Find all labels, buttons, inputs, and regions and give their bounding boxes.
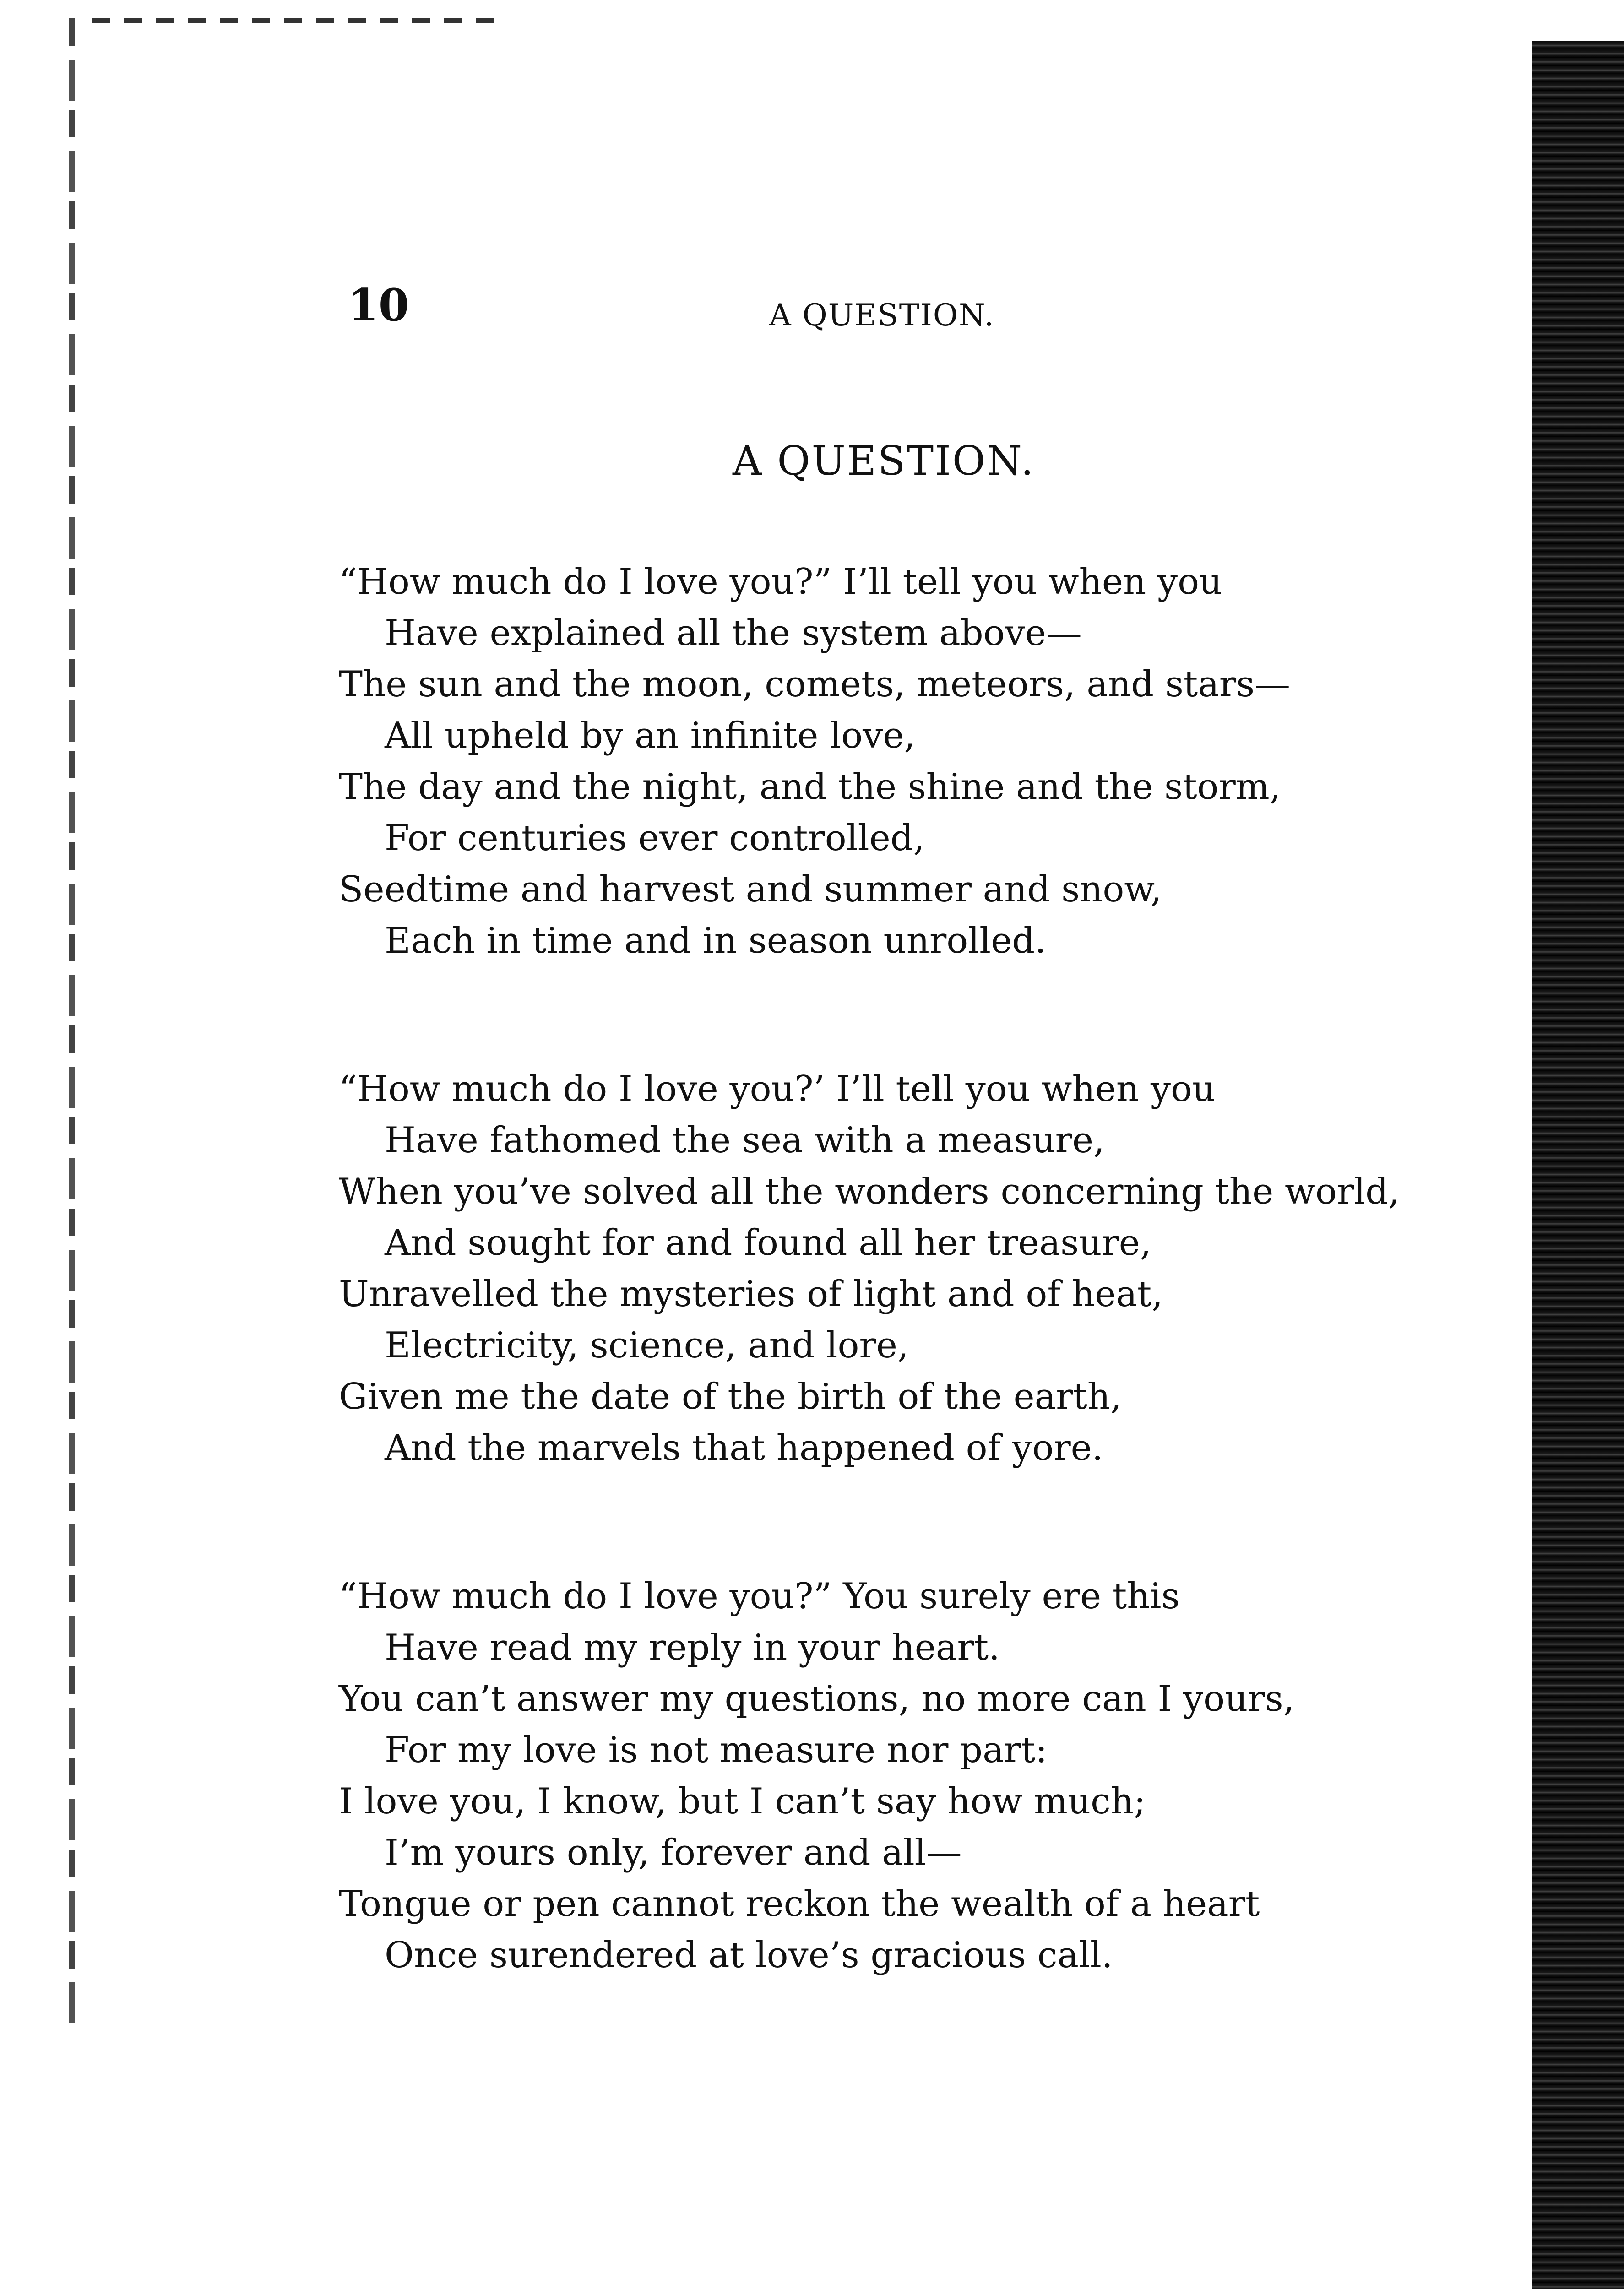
binding-edge — [69, 18, 75, 2023]
poem-line: Have explained all the system above— — [385, 613, 1082, 654]
poem-line: “How much do I love you?” You surely ere this — [339, 1576, 1180, 1617]
poem-title: A QUESTION. — [733, 437, 1035, 484]
poem-line: And sought for and found all her treasure, — [385, 1222, 1151, 1264]
poem-line: I’m yours only, forever and all— — [385, 1832, 962, 1873]
poem-line: Have read my reply in your heart. — [385, 1627, 1000, 1668]
poem-line: Each in time and in season unrolled. — [385, 920, 1046, 961]
poem-line: Have fathomed the sea with a measure, — [385, 1120, 1105, 1161]
poem-line: For my love is not measure nor part: — [385, 1730, 1048, 1771]
poem-line: The sun and the moon, comets, meteors, and stars— — [339, 664, 1291, 705]
poem-line: Unravelled the mysteries of light and of heat, — [339, 1274, 1163, 1315]
poem-line: Seedtime and harvest and summer and snow, — [339, 869, 1162, 910]
poem-line: And the marvels that happened of yore. — [385, 1427, 1103, 1469]
stanza-1 — [339, 556, 1438, 966]
poem-line: I love you, I know, but I can’t say how much; — [339, 1781, 1146, 1822]
poem-line: Given me the date of the birth of the earth, — [339, 1376, 1122, 1417]
poem-line: You can’t answer my questions, no more can I yours, — [339, 1678, 1295, 1719]
stanza-2 — [339, 1063, 1438, 1474]
page-number: 10 — [348, 279, 409, 331]
poem-line: Once surendered at love’s gracious call. — [385, 1935, 1113, 1976]
running-head: A QUESTION. — [769, 298, 995, 333]
poem-line: Electricity, science, and lore, — [385, 1325, 909, 1366]
poem-line: When you’ve solved all the wonders concerning the world, — [339, 1171, 1400, 1212]
poem-line: “How much do I love you?” I’ll tell you when you — [339, 561, 1222, 602]
poem-line: The day and the night, and the shine and the storm, — [339, 766, 1281, 808]
top-edge-mark — [92, 18, 504, 23]
page-edge-shadow — [1532, 41, 1624, 2289]
poem-body — [339, 556, 1438, 2078]
poem-line: Tongue or pen cannot reckon the wealth of a heart — [339, 1883, 1260, 1925]
stanza-3 — [339, 1571, 1438, 1981]
poem-line: All upheld by an infinite love, — [385, 715, 916, 756]
poem-line: “How much do I love you?’ I’ll tell you when you — [339, 1069, 1216, 1110]
poem-line: For centuries ever controlled, — [385, 818, 925, 859]
